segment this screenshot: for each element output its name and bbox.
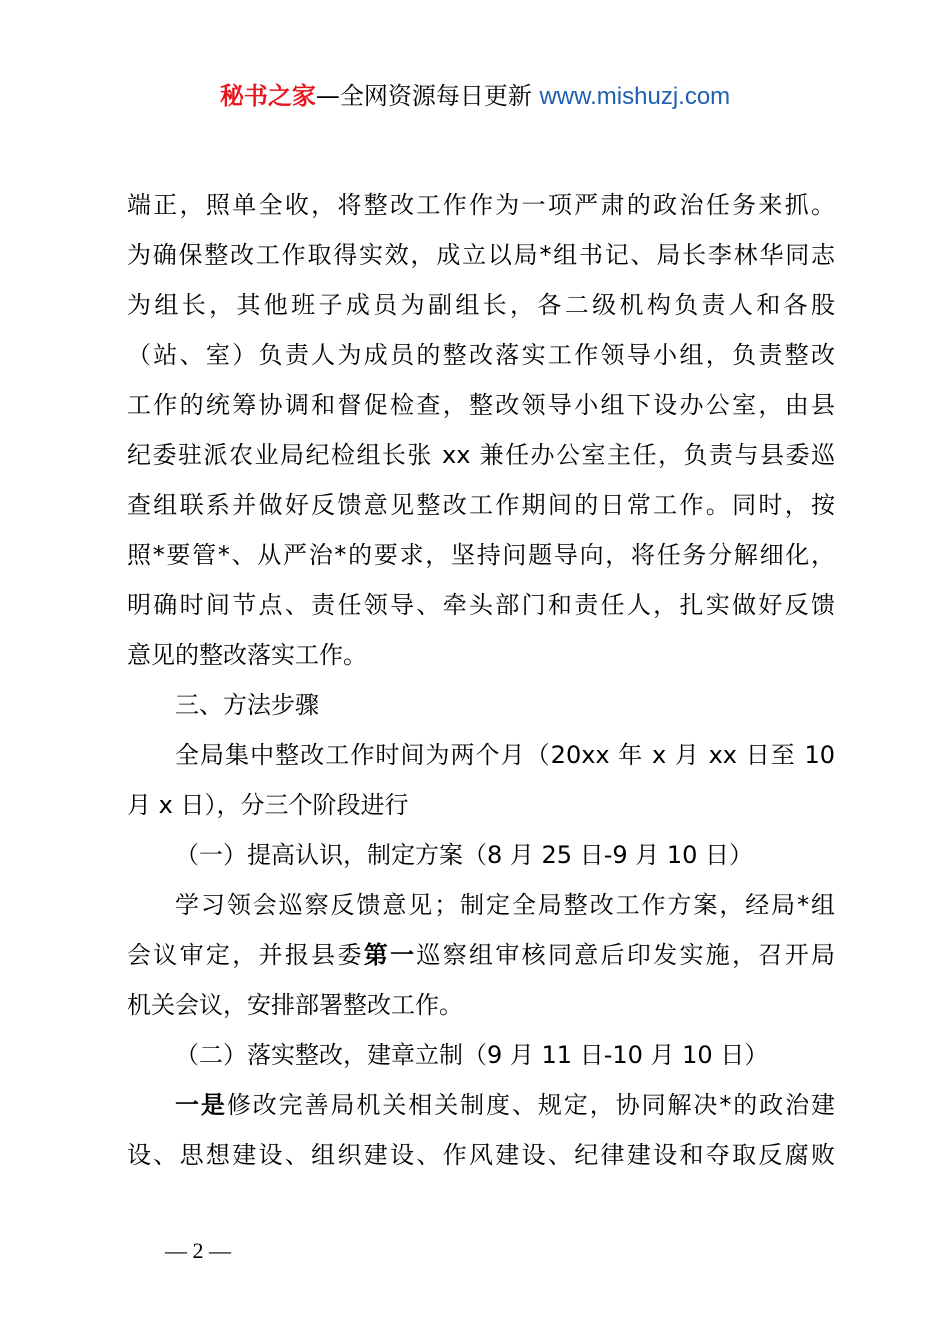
text-line: 端正，照单全收，将整改工作作为一项严肃的政治任务来抓。 <box>127 191 835 219</box>
text-line: 工作的统筹协调和督促检查，整改领导小组下设办公室，由县 <box>127 391 835 419</box>
text-line: 全局集中整改工作时间为两个月（20xx 年 x 月 xx 日至 10 <box>175 741 835 769</box>
text-line: （站、室）负责人为成员的整改落实工作领导小组，负责整改 <box>127 341 835 369</box>
text-line: 查组联系并做好反馈意见整改工作期间的日常工作。同时，按 <box>127 491 835 519</box>
text-line: 设、思想建设、组织建设、作风建设、纪律建设和夺取反腐败 <box>127 1141 835 1169</box>
bold-text: 一是 <box>175 1091 227 1119</box>
text-line: 机关会议，安排部署整改工作。 <box>127 991 463 1019</box>
text-line: 意见的整改落实工作。 <box>127 641 367 669</box>
text-segment: 会议审定，并报县委 <box>127 941 364 969</box>
text-line <box>127 930 835 980</box>
site-header <box>0 78 950 115</box>
text-segment: 巡察组审核同意后印发实施，召开局 <box>416 941 835 969</box>
text-line <box>127 1080 835 1130</box>
section-heading: 三、方法步骤 <box>175 691 319 719</box>
subsection-heading: （二）落实整改，建章立制（9 月 11 日-10 月 10 日） <box>175 1041 769 1069</box>
text-line: 纪委驻派农业局纪检组长张 xx 兼任办公室主任，负责与县委巡 <box>127 441 835 469</box>
subsection-heading: （一）提高认识，制定方案（8 月 25 日-9 月 10 日） <box>175 841 754 869</box>
text-line: 为确保整改工作取得实效，成立以局*组书记、局长李林华同志 <box>127 241 835 269</box>
site-url[interactable]: www.mishuzj.com <box>539 83 731 110</box>
text-line: 照*要管*、从严治*的要求，坚持问题导向，将任务分解细化， <box>127 541 835 569</box>
text-line: 明确时间节点、责任领导、牵头部门和责任人，扎实做好反馈 <box>127 591 835 619</box>
document-body <box>127 180 835 1180</box>
site-tagline: —全网资源每日更新 <box>315 82 540 110</box>
bold-text: 第一 <box>363 941 417 969</box>
site-brand: 秘书之家 <box>219 82 316 110</box>
page-number: — 2 — <box>165 1238 231 1263</box>
text-segment: 修改完善局机关相关制度、规定，协同解决*的政治建 <box>226 1091 835 1119</box>
text-line: 月 x 日），分三个阶段进行 <box>127 791 409 819</box>
text-line: 为组长，其他班子成员为副组长，各二级机构负责人和各股 <box>127 291 835 319</box>
text-line: 学习领会巡察反馈意见；制定全局整改工作方案，经局*组 <box>175 891 835 919</box>
